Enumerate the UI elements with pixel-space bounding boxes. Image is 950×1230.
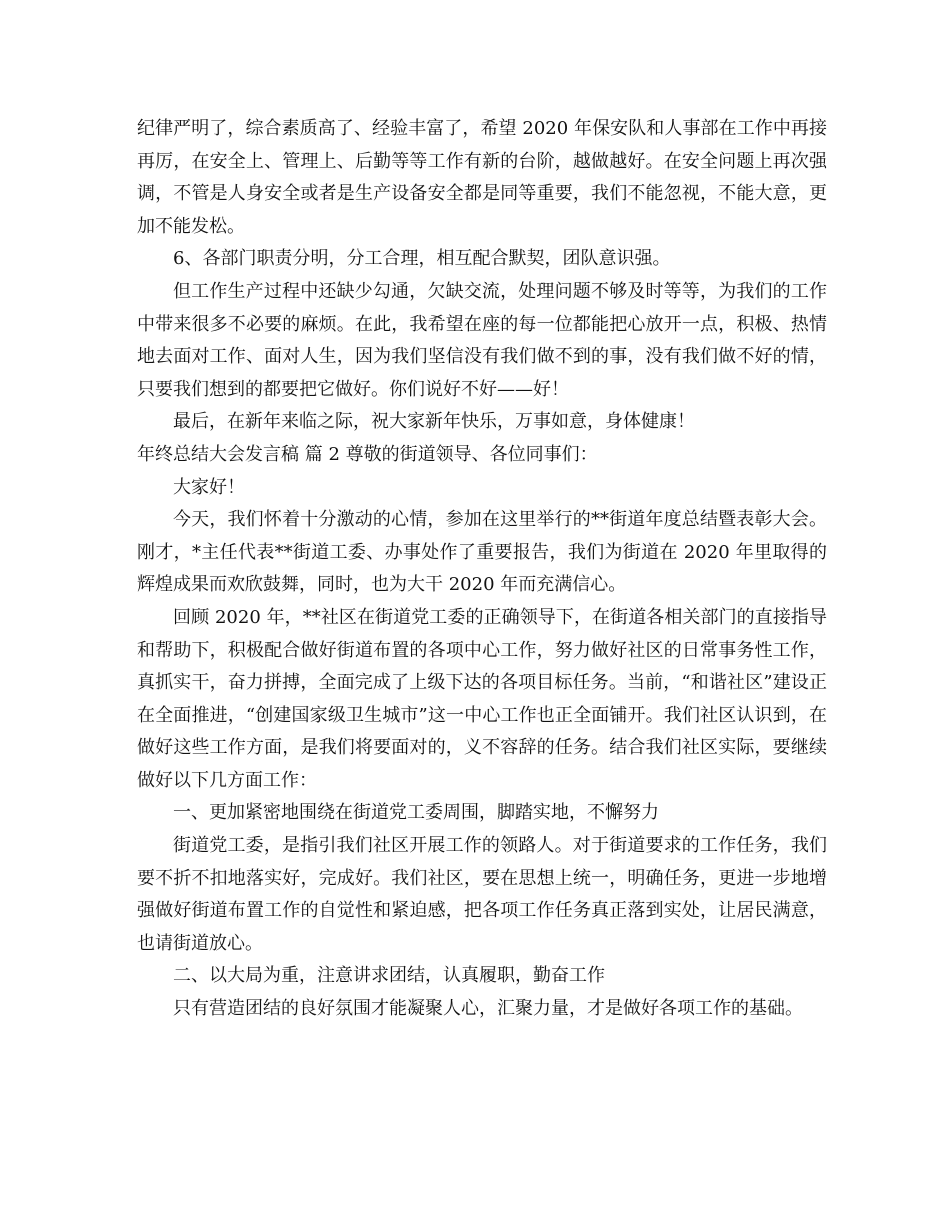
section-heading: 年终总结大会发言稿 篇 2 尊敬的街道领导、各位同事们：: [137, 443, 598, 465]
subheading-1: 一、更加紧密地围绕在街道党工委周围，脚踏实地，不懈努力: [173, 802, 659, 824]
paragraph-4: 最后，在新年来临之际，祝大家新年快乐，万事如意，身体健康！: [173, 411, 695, 433]
paragraph-3: 但工作生产过程中还缺少勾通，欠缺交流，处理问题不够及时等等，为我们的工作中带来很多不必要的麻烦。在此，我希望在座的每一位都能把心放开一点，积极、热情地去面对工作、面对人生，因为我们坚信没有我们做不到的事，没有我们做不好的情，只要我们想到的都要把它做好。你们说好不好——好！: [137, 280, 827, 400]
paragraph-10: 街道党工委，是指引我们社区开展工作的领路人。对于街道要求的工作任务，我们要不折不扣地落实好，完成好。我们社区，要在思想上统一，明确任务，更进一步地增强做好街道布置工作的自觉性和紧迫感，把各项工作任务真正落到实处，让居民满意，也请街道放心。: [137, 835, 827, 954]
paragraph-2: 6、各部门职责分明，分工合理，相互配合默契，团队意识强。: [173, 248, 671, 270]
paragraph-12: 只有营造团结的良好氛围才能凝聚人心，汇聚力量，才是做好各项工作的基础。: [173, 998, 803, 1020]
paragraph-7: 今天，我们怀着十分激动的心情，参加在这里举行的**街道年度总结暨表彰大会。刚才，*主任代表**街道工委、办事处作了重要报告，我们为街道在 2020 年里取得的辉煌成果而欢欣鼓舞，同时，也为大干 2020 年而充满信心。: [137, 509, 827, 596]
document-body: [137, 113, 827, 1026]
paragraph-8: 回顾 2020 年，**社区在街道党工委的正确领导下，在街道各相关部门的直接指导和帮助下，积极配合做好街道布置的各项中心工作，努力做好社区的日常事务性工作，真抓实干，奋力拼搏，全面完成了上级下达的各项目标任务。当前，“和谐社区”建设正在全面推进，“创建国家级卫生城市”这一中心工作也正全面铺开。我们社区认识到，在做好这些工作方面，是我们将要面对的，义不容辞的任务。结合我们社区实际，要继续做好以下几方面工作：: [137, 606, 827, 791]
paragraph-1: 纪律严明了，综合素质高了、经验丰富了，希望 2020 年保安队和人事部在工作中再接再厉，在安全上、管理上、后勤等等工作有新的台阶，越做越好。在安全问题上再次强调，不管是人身安全或者是生产设备安全都是同等重要，我们不能忽视，不能大意，更加不能发松。: [137, 118, 827, 237]
greeting: 大家好！: [173, 476, 245, 498]
subheading-2: 二、以大局为重，注意讲求团结，认真履职，勤奋工作: [173, 965, 605, 987]
